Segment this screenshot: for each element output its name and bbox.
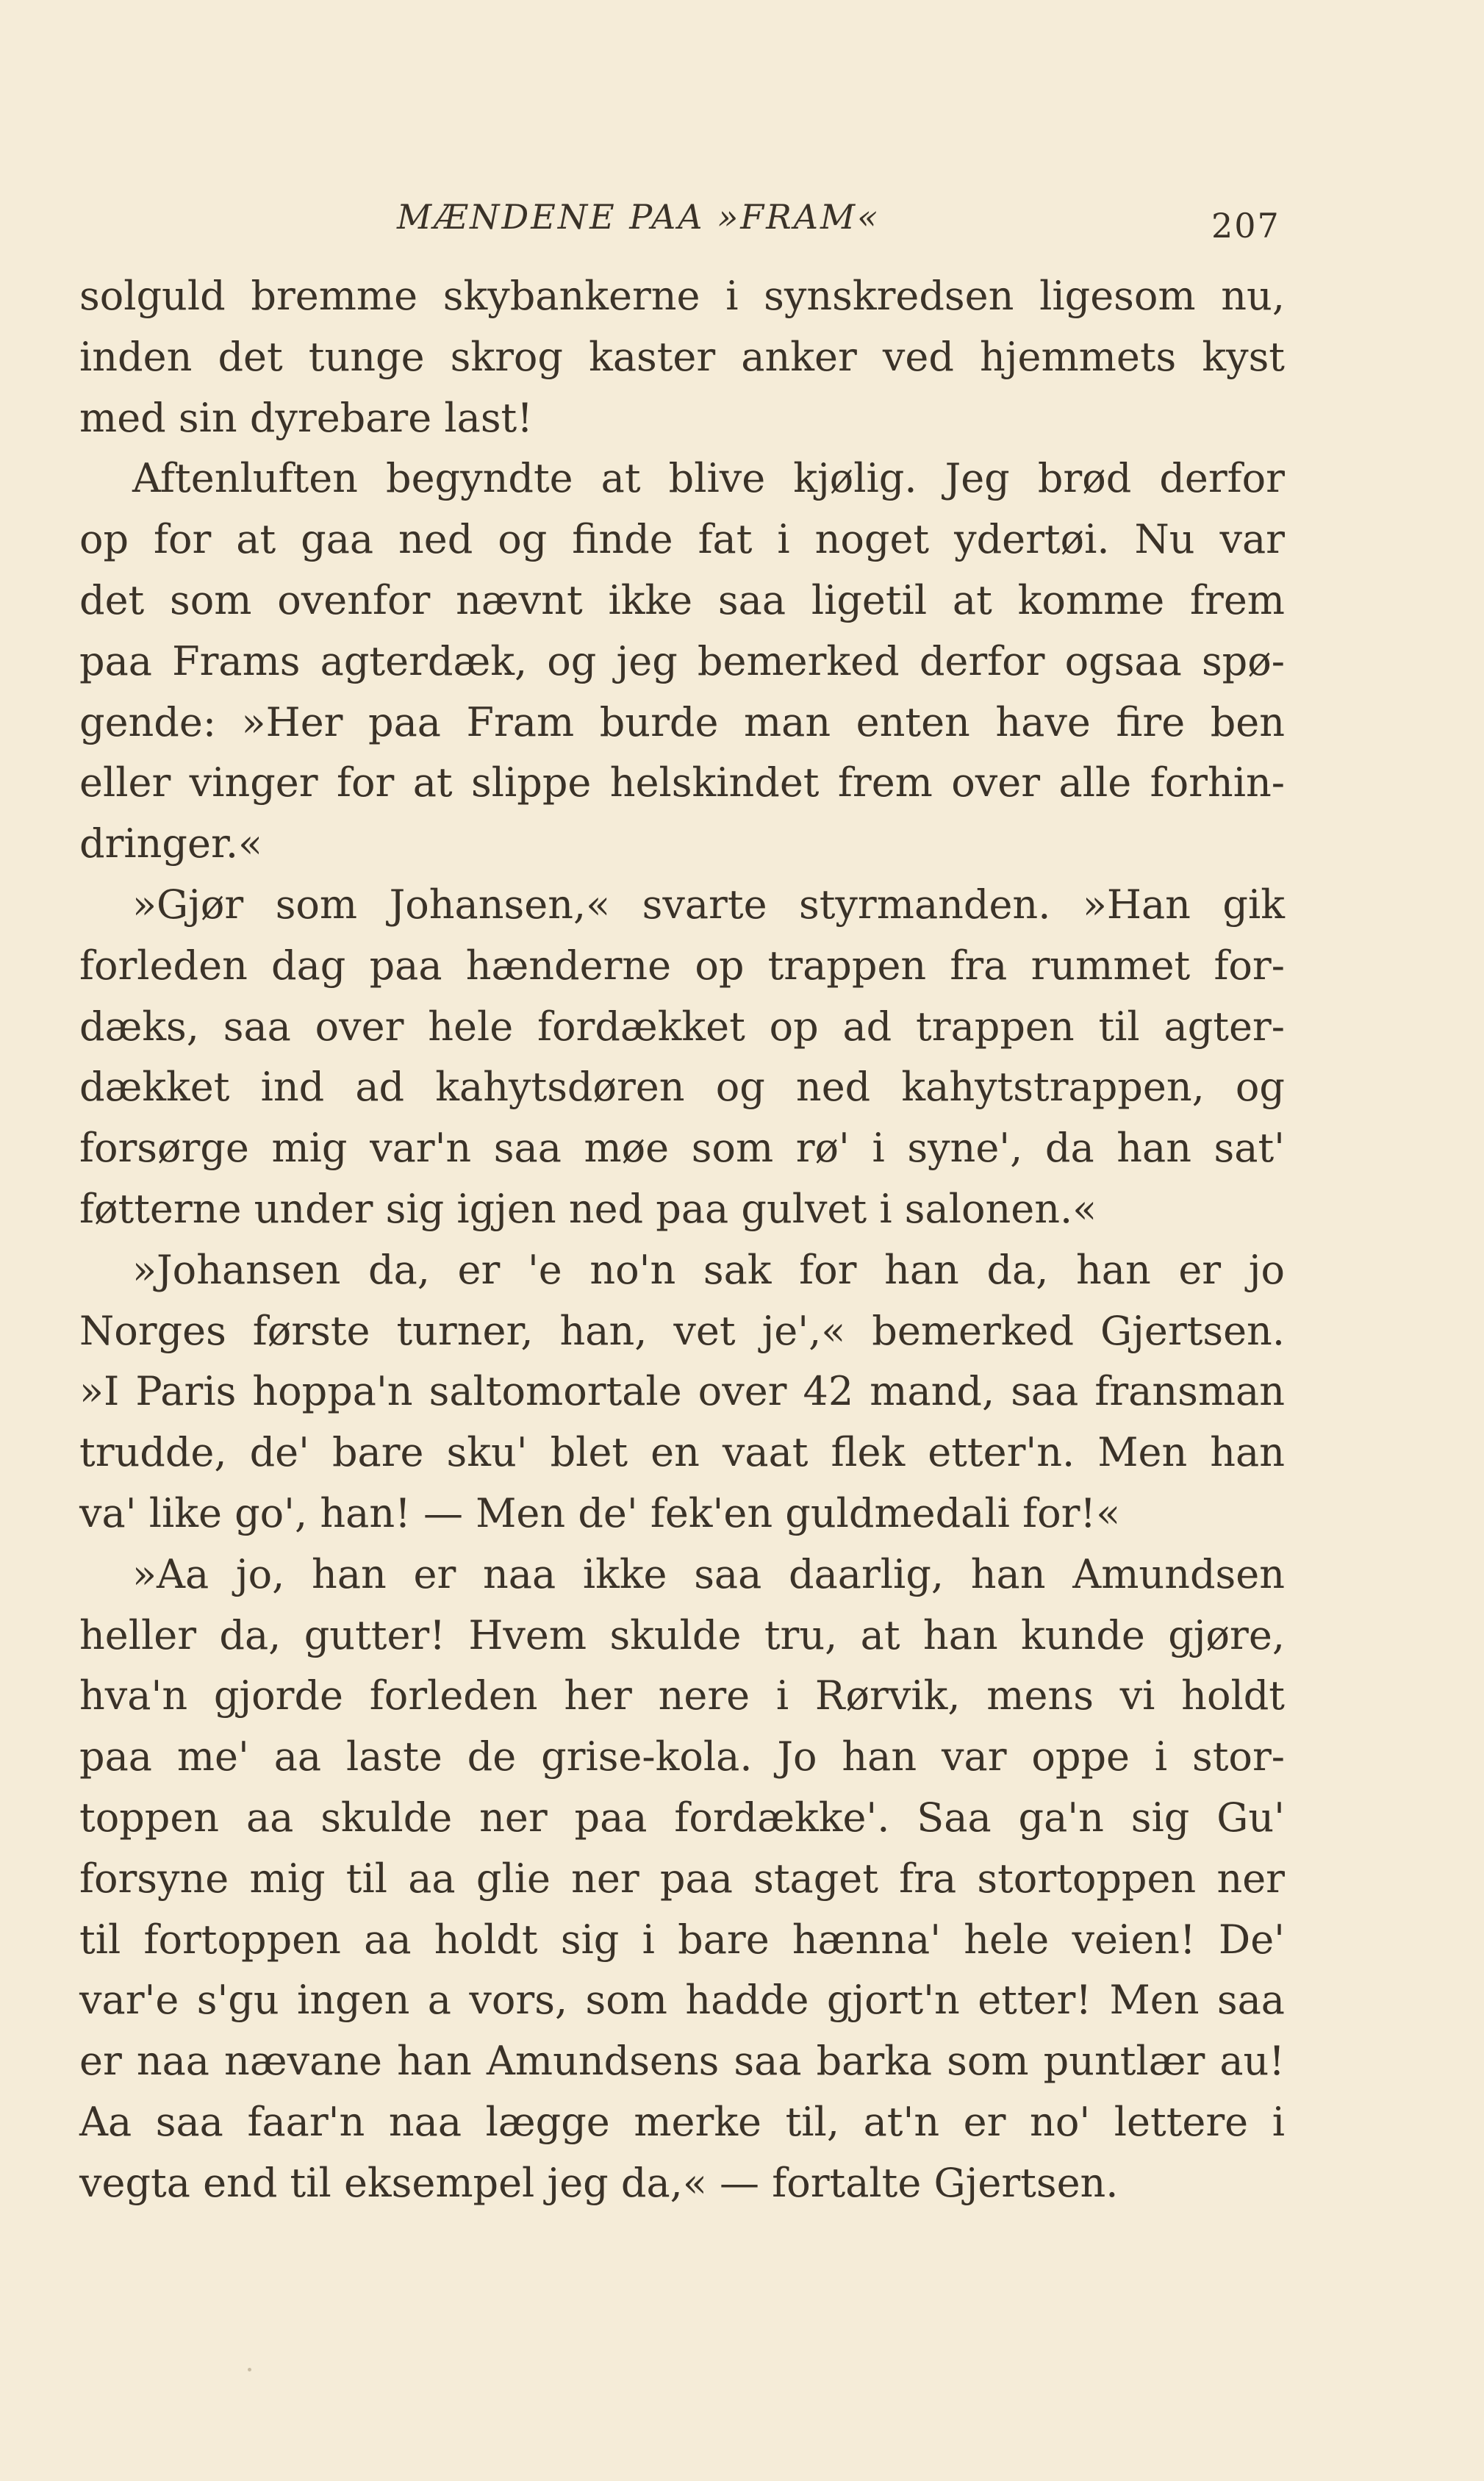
text-line: »Gjør som Johansen,« svarte styrmanden. »Han gik bbox=[132, 881, 1285, 928]
paper-speck bbox=[248, 2368, 251, 2371]
text-line: Aa saa faar'n naa lægge merke til, at'n er no' lettere i bbox=[79, 2098, 1285, 2145]
text-line: paa me' aa laste de grise-kola. Jo han var oppe i stor- bbox=[79, 1733, 1285, 1780]
text-line: »Aa jo, han er naa ikke saa daarlig, han Amundsen bbox=[132, 1550, 1285, 1597]
text-line: forsørge mig var'n saa møe som rø' i syne', da han sat' bbox=[79, 1125, 1285, 1172]
text-line: op for at gaa ned og finde fat i noget ydertøi. Nu var bbox=[79, 516, 1285, 563]
text-line: toppen aa skulde ner paa fordække'. Saa ga'n sig Gu' bbox=[79, 1794, 1285, 1841]
text-line: eller vinger for at slippe helskindet frem over alle forhin- bbox=[79, 759, 1285, 806]
text-line: var'e s'gu ingen a vors, som hadde gjort'n etter! Men saa bbox=[79, 1977, 1285, 2024]
text-line: solguld bremme skybankerne i synskredsen ligesom nu, bbox=[79, 273, 1285, 319]
page-number: 207 bbox=[1211, 206, 1280, 246]
body-text bbox=[79, 266, 1285, 2214]
text-line: Aftenluften begyndte at blive kjølig. Jeg brød derfor bbox=[132, 455, 1285, 502]
text-line: »Johansen da, er 'e no'n sak for han da, han er jo bbox=[132, 1246, 1285, 1293]
text-line: det som ovenfor nævnt ikke saa ligetil at komme frem bbox=[79, 576, 1285, 623]
text-line: dæks, saa over hele fordækket op ad trappen til agter- bbox=[79, 1003, 1285, 1050]
text-line: gende: »Her paa Fram burde man enten have fire ben bbox=[79, 698, 1285, 745]
text-line: trudde, de' bare sku' blet en vaat flek etter'n. Men han bbox=[79, 1429, 1285, 1476]
text-line: forsyne mig til aa glie ner paa staget fra stortoppen ner bbox=[79, 1855, 1285, 1902]
text-line: heller da, gutter! Hvem skulde tru, at han kunde gjøre, bbox=[79, 1611, 1285, 1658]
running-title: MÆNDENE PAA »FRAM« bbox=[397, 197, 881, 237]
text-line: va' like go', han! — Men de' fek'en guldmedali for!« bbox=[79, 1489, 1121, 1536]
text-line: dringer.« bbox=[79, 820, 263, 867]
text-line: føtterne under sig igjen ned paa gulvet i salonen.« bbox=[79, 1185, 1097, 1232]
text-line: vegta end til eksempel jeg da,« — fortalte Gjertsen. bbox=[79, 2159, 1119, 2206]
text-line: paa Frams agterdæk, og jeg bemerked derfor ogsaa spø- bbox=[79, 637, 1285, 684]
text-line: inden det tunge skrog kaster anker ved hjemmets kyst bbox=[79, 333, 1285, 380]
text-line: med sin dyrebare last! bbox=[79, 394, 533, 441]
text-line: Norges første turner, han, vet je',« bemerked Gjertsen. bbox=[79, 1307, 1285, 1354]
text-line: dækket ind ad kahytsdøren og ned kahytstrappen, og bbox=[79, 1064, 1285, 1111]
text-line: er naa nævane han Amundsens saa barka som puntlær au! bbox=[79, 2038, 1285, 2085]
text-line: forleden dag paa hænderne op trappen fra rummet for- bbox=[79, 942, 1285, 989]
text-line: hva'n gjorde forleden her nere i Rørvik, mens vi holdt bbox=[79, 1672, 1285, 1719]
text-line: til fortoppen aa holdt sig i bare hænna' hele veien! De' bbox=[79, 1916, 1285, 1963]
text-line: »I Paris hoppa'n saltomortale over 42 mand, saa fransman bbox=[79, 1368, 1285, 1415]
